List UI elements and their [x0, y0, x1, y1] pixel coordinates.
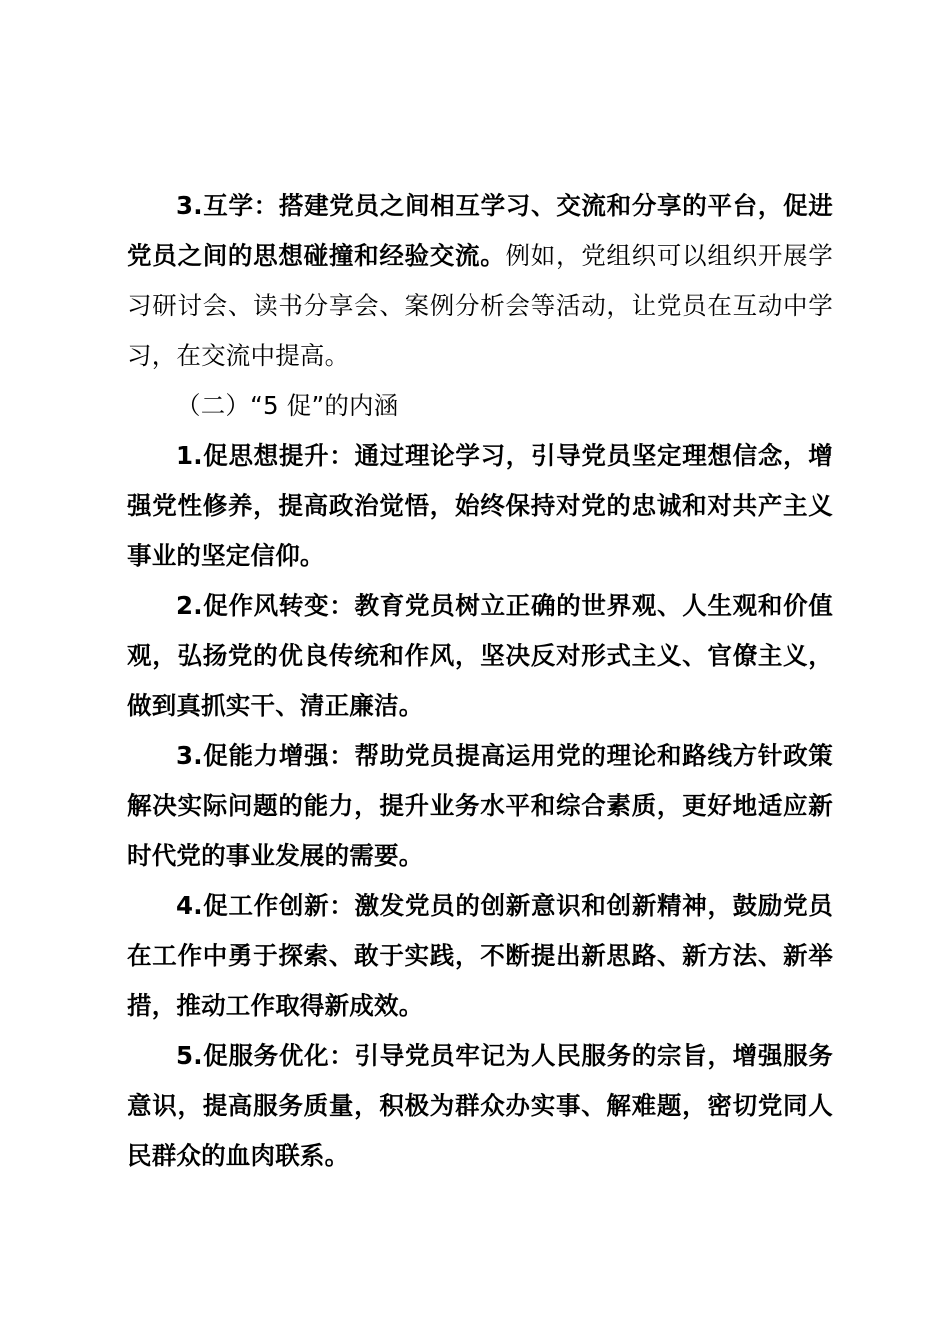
paragraph-mutual-learning [127, 181, 833, 381]
paragraph-normal-text: （二）“5 促”的内涵 [176, 391, 399, 420]
paragraph-bold-text: 1.促思想提升：通过理论学习，引导党员坚定理想信念，增强党性修养，提高政治觉悟，始终保持对党的忠诚和对共产主义事业的坚定信仰。 [127, 441, 833, 570]
paragraph-promote-service [127, 1031, 833, 1181]
document-body [127, 181, 833, 1181]
paragraph-promote-style [127, 581, 833, 731]
paragraph-promote-innovation [127, 881, 833, 1031]
paragraph-bold-text: 3.互学：搭建党员之间相互学习、交流和分享的平台，促进党员之间的思想碰撞和经验交流。 [127, 191, 833, 270]
paragraph-bold-text: 3.促能力增强：帮助党员提高运用党的理论和路线方针政策解决实际问题的能力，提升业务水平和综合素质，更好地适应新时代党的事业发展的需要。 [127, 741, 833, 870]
paragraph-promote-ability [127, 731, 833, 881]
section-heading-5-promotions [127, 381, 833, 431]
paragraph-bold-text: 2.促作风转变：教育党员树立正确的世界观、人生观和价值观，弘扬党的优良传统和作风，坚决反对形式主义、官僚主义，做到真抓实干、清正廉洁。 [127, 591, 833, 720]
paragraph-normal-text: 例如，党组织可以组织开展学习研讨会、读书分享会、案例分析会等活动，让党员在互动中学习，在交流中提高。 [127, 241, 833, 370]
paragraph-bold-text: 5.促服务优化：引导党员牢记为人民服务的宗旨，增强服务意识，提高服务质量，积极为群众办实事、解难题，密切党同人民群众的血肉联系。 [127, 1041, 833, 1170]
paragraph-bold-text: 4.促工作创新：激发党员的创新意识和创新精神，鼓励党员在工作中勇于探索、敢于实践，不断提出新思路、新方法、新举措，推动工作取得新成效。 [127, 891, 833, 1020]
paragraph-promote-thought [127, 431, 833, 581]
